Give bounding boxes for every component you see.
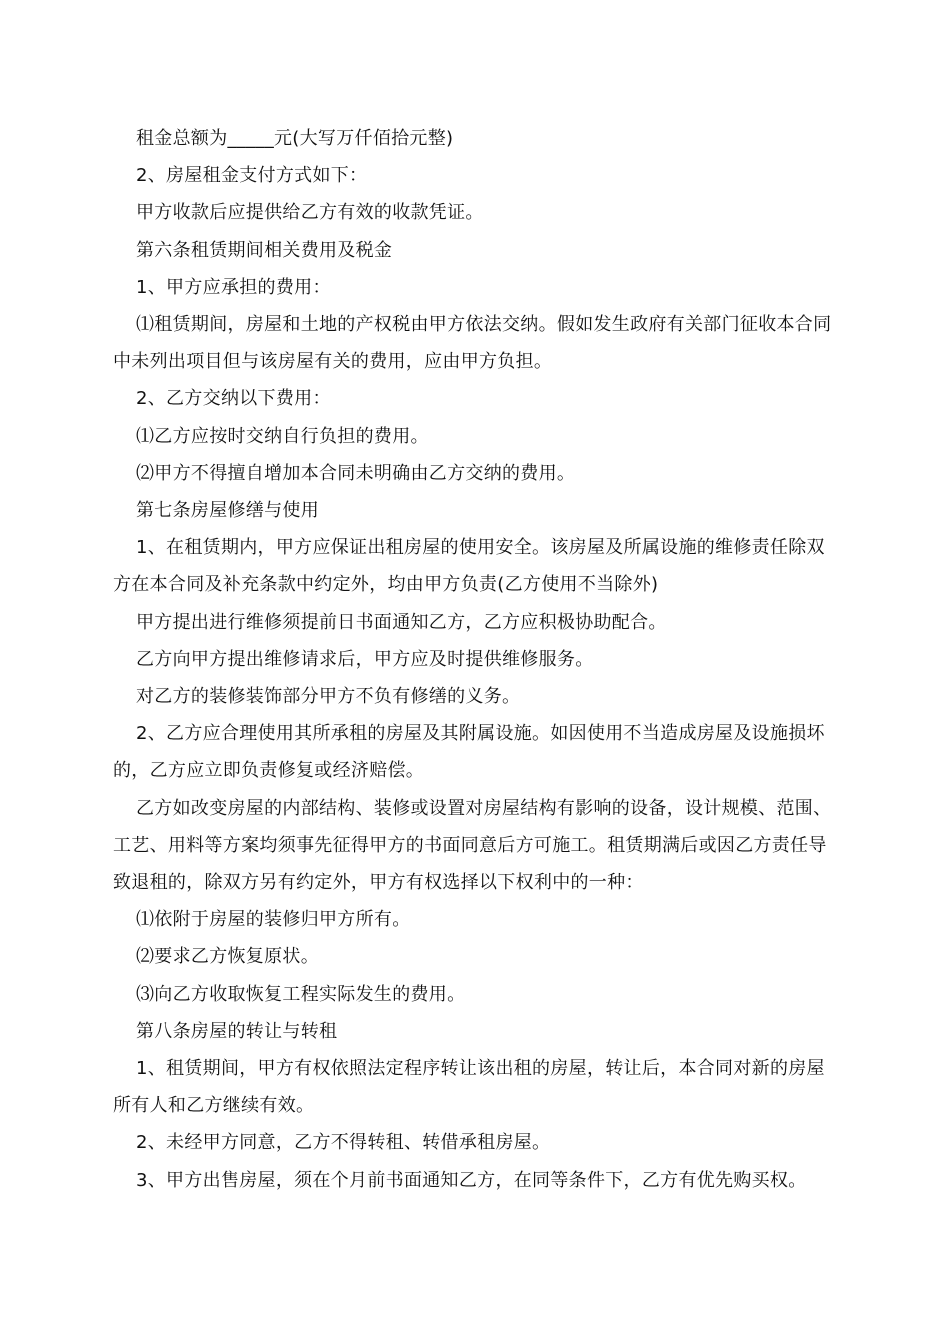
party-b-costs-item: 2、乙方交纳以下费用： xyxy=(136,388,331,410)
transfer-item: 1、租赁期间，甲方有权依照法定程序转让该出租的房屋，转让后，本合同对新的房屋所有人和乙方继续有效。 xyxy=(113,1058,825,1117)
decoration-paragraph: 对乙方的装修装饰部分甲方不负有修缮的义务。 xyxy=(136,686,521,708)
option-one-paragraph: ⑴依附于房屋的装修归甲方所有。 xyxy=(136,909,411,931)
option-two-paragraph: ⑵要求乙方恢复原状。 xyxy=(136,946,319,968)
property-tax-paragraph: ⑴租赁期间，房屋和土地的产权税由甲方依法交纳。假如发生政府有关部门征收本合同中未列出项目但与该房屋有关的费用，应由甲方负担。 xyxy=(113,314,832,373)
maintenance-notice-paragraph: 甲方提出进行维修须提前日书面通知乙方，乙方应积极协助配合。 xyxy=(136,611,667,633)
option-three-paragraph: ⑶向乙方收取恢复工程实际发生的费用。 xyxy=(136,983,466,1005)
article-eight-heading: 第八条房屋的转让与转租 xyxy=(136,1020,338,1042)
rent-total-line: 租金总额为_____元(大写万仟佰拾元整) xyxy=(136,128,454,149)
party-b-pay-paragraph: ⑴乙方应按时交纳自行负担的费用。 xyxy=(136,425,429,447)
receipt-paragraph: 甲方收款后应提供给乙方有效的收款凭证。 xyxy=(136,202,484,224)
party-a-costs-item: 1、甲方应承担的费用： xyxy=(136,276,331,298)
preemptive-right-item: 3、甲方出售房屋，须在个月前书面通知乙方，在同等条件下，乙方有优先购买权。 xyxy=(136,1169,807,1191)
sublease-item: 2、未经甲方同意，乙方不得转租、转借承租房屋。 xyxy=(136,1132,551,1154)
article-six-heading: 第六条租赁期间相关费用及税金 xyxy=(136,239,393,261)
document-body xyxy=(113,120,837,1199)
structure-change-paragraph: 乙方如改变房屋的内部结构、装修或设置对房屋结构有影响的设备，设计规模、范围、工艺、用料等方案均须事先征得甲方的书面同意后方可施工。租赁期满后或因乙方责任导致退租的，除双方另有约定外，甲方有权选择以下权利中的一种： xyxy=(113,797,832,894)
proper-use-item: 2、乙方应合理使用其所承租的房屋及其附属设施。如因使用不当造成房屋及设施损坏的，乙方应立即负责修复或经济赔偿。 xyxy=(113,723,825,782)
safety-maintenance-item: 1、在租赁期内，甲方应保证出租房屋的使用安全。该房屋及所属设施的维修责任除双方在本合同及补充条款中约定外，均由甲方负责(乙方使用不当除外) xyxy=(113,537,825,596)
rent-payment-method-item: 2、房屋租金支付方式如下： xyxy=(136,165,368,187)
maintenance-request-paragraph: 乙方向甲方提出维修请求后，甲方应及时提供维修服务。 xyxy=(136,648,594,670)
no-extra-fees-paragraph: ⑵甲方不得擅自增加本合同未明确由乙方交纳的费用。 xyxy=(136,462,576,484)
article-seven-heading: 第七条房屋修缮与使用 xyxy=(136,500,319,522)
